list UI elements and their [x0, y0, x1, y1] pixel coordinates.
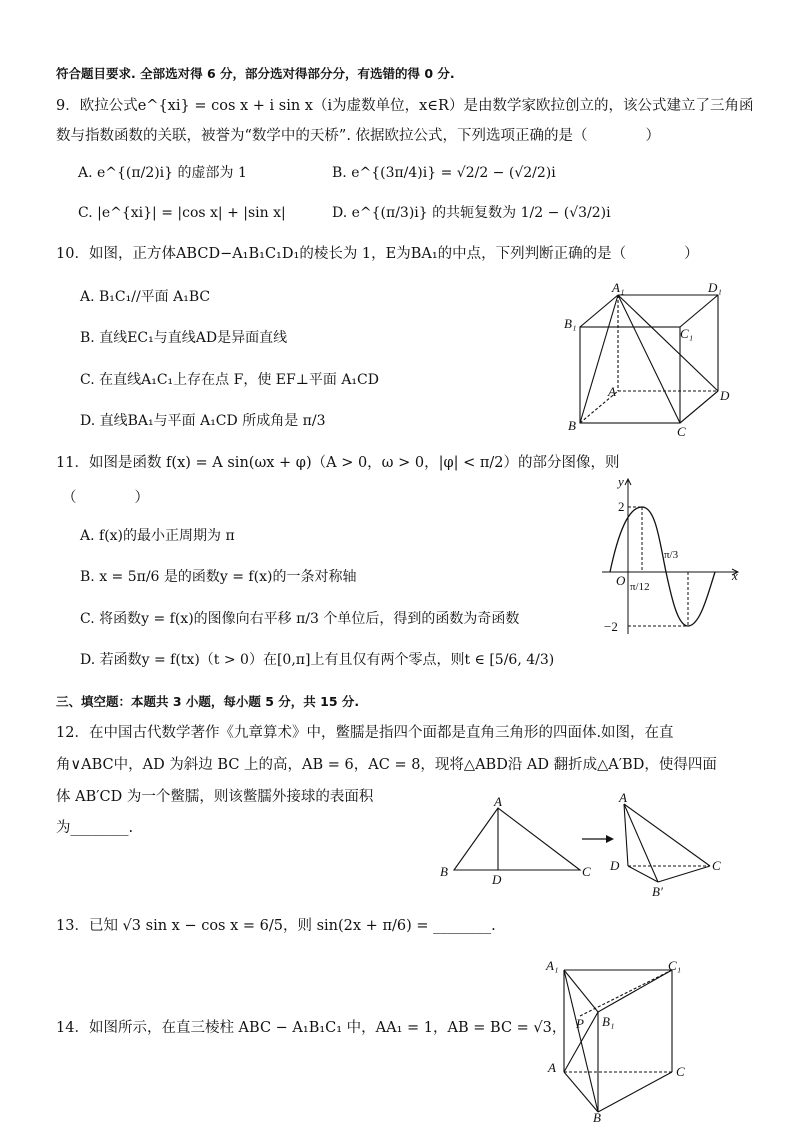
q9-option-c: C. |e^{xi}| = |cos x| + |sin x| [78, 205, 286, 221]
cube-figure [560, 282, 740, 438]
q12-tetra-label-a: A [619, 790, 627, 805]
q10-option-c: C. 在直线A₁C₁上存在点 F，使 EF⊥平面 A₁CD [80, 372, 379, 388]
q12-tetra-label-d: D [610, 858, 620, 873]
cube-label-a: A [608, 384, 616, 399]
q12-label-d: D [492, 872, 502, 886]
prism-label-c1: C₁ [668, 958, 682, 973]
q12-triangle-figure [438, 794, 600, 886]
prism-label-b: B [593, 1110, 601, 1122]
q12-stem-line1: 12．在中国古代数学著作《九章算术》中，鳖臑是指四个面都是直角三角形的四面体.如图，在直 [56, 725, 674, 741]
cube-label-b: B [568, 418, 576, 433]
prism-label-b1: B₁ [602, 1014, 615, 1029]
graph-label-x: x [732, 568, 738, 583]
q12-label-a: A [494, 794, 502, 809]
q12-tetra-label-c: C [712, 858, 721, 873]
q9-option-b: B. e^{(3π/4)i} = √2/2 − (√2/2)i [332, 165, 556, 181]
q12-label-b: B [440, 864, 448, 879]
section3-heading: 三、填空题：本题共 3 小题，每小题 5 分，共 15 分. [56, 694, 360, 709]
cube-label-b1: B₁ [564, 316, 577, 331]
sine-graph [598, 474, 748, 638]
cube-label-d1: D₁ [708, 282, 722, 295]
q11-stem: 11．如图是函数 f(x) = A sin(ωx + φ)（A > 0，ω > 0，|φ| < π/2）的部分图像，则 [56, 455, 620, 471]
q12-tetra-label-b-prime: B′ [652, 884, 663, 899]
header-note: 符合题目要求. 全部选对得 6 分，部分选对得部分分，有选错的得 0 分. [56, 66, 455, 81]
q10-stem: 10．如图，正方体ABCD−A₁B₁C₁D₁的棱长为 1，E为BA₁的中点，下列判断正确的是（ ） [56, 246, 699, 262]
q13-stem: 13．已知 √3 sin x − cos x = 6/5，则 sin(2x + π/6) = ________. [56, 918, 496, 934]
graph-label-ymin: −2 [604, 619, 618, 634]
prism-label-c: C [676, 1064, 685, 1079]
q14-stem: 14．如图所示，在直三棱柱 ABC − A₁B₁C₁ 中，AA₁ = 1，AB = BC = √3， [56, 1020, 567, 1036]
q12-stem-line2: 角∨ABC中，AD 为斜边 BC 上的高，AB = 6，AC = 8，现将△ABD沿 AD 翻折成△A′BD，使得四面 [56, 757, 717, 773]
cube-label-c1: C₁ [680, 326, 694, 341]
q10-option-b: B. 直线EC₁与直线AD是异面直线 [80, 330, 288, 346]
graph-label-ymax: 2 [618, 499, 625, 514]
graph-label-y: y [618, 474, 624, 489]
prism-label-a: A [548, 1060, 556, 1075]
q9-stem-line2: 数与指数函数的关联，被誉为“数学中的天桥”. 依据欧拉公式，下列选项正确的是（ ） [56, 128, 661, 144]
prism-label-a1: A₁ [546, 958, 559, 973]
q10-option-a: A. B₁C₁//平面 A₁BC [80, 289, 211, 305]
q11-answer-paren: （ ） [62, 490, 149, 506]
cube-label-d: D [720, 388, 730, 403]
q11-option-a: A. f(x)的最小正周期为 π [80, 528, 235, 544]
q12-label-c: C [582, 864, 591, 879]
graph-label-x2: π/3 [664, 549, 679, 561]
q9-stem-line1: 9．欧拉公式e^{xi} = cos x + i sin x（i为虚数单位，x∈R）是由数学家欧拉创立的，该公式建立了三角函 [56, 98, 754, 114]
prism-label-p: P [576, 1016, 584, 1031]
q9-option-d: D. e^{(π/3)i} 的共轭复数为 1/2 − (√3/2)i [332, 205, 611, 221]
cube-label-a1: A₁ [612, 282, 625, 295]
graph-label-origin: O [616, 573, 626, 588]
cube-label-c: C [677, 424, 686, 438]
q9-option-a: A. e^{(π/2)i} 的虚部为 1 [78, 165, 247, 181]
q12-tetrahedron-figure [606, 790, 726, 900]
q11-option-d: D. 若函数y = f(tx)（t > 0）在[0,π]上有且仅有两个零点，则t ∈ [5/6, 4/3) [80, 652, 555, 668]
q11-option-b: B. x = 5π/6 是的函数y = f(x)的一条对称轴 [80, 569, 357, 585]
q12-stem-line3: 体 AB′CD 为一个鳖臑，则该鳖臑外接球的表面积 [56, 789, 374, 805]
graph-label-x1: π/12 [630, 581, 650, 593]
q10-option-d: D. 直线BA₁与平面 A₁CD 所成角是 π/3 [80, 413, 326, 429]
prism-figure [540, 956, 700, 1122]
q12-blank-line: 为________. [56, 820, 134, 836]
q11-option-c: C. 将函数y = f(x)的图像向右平移 π/3 个单位后，得到的函数为奇函数 [80, 611, 520, 627]
